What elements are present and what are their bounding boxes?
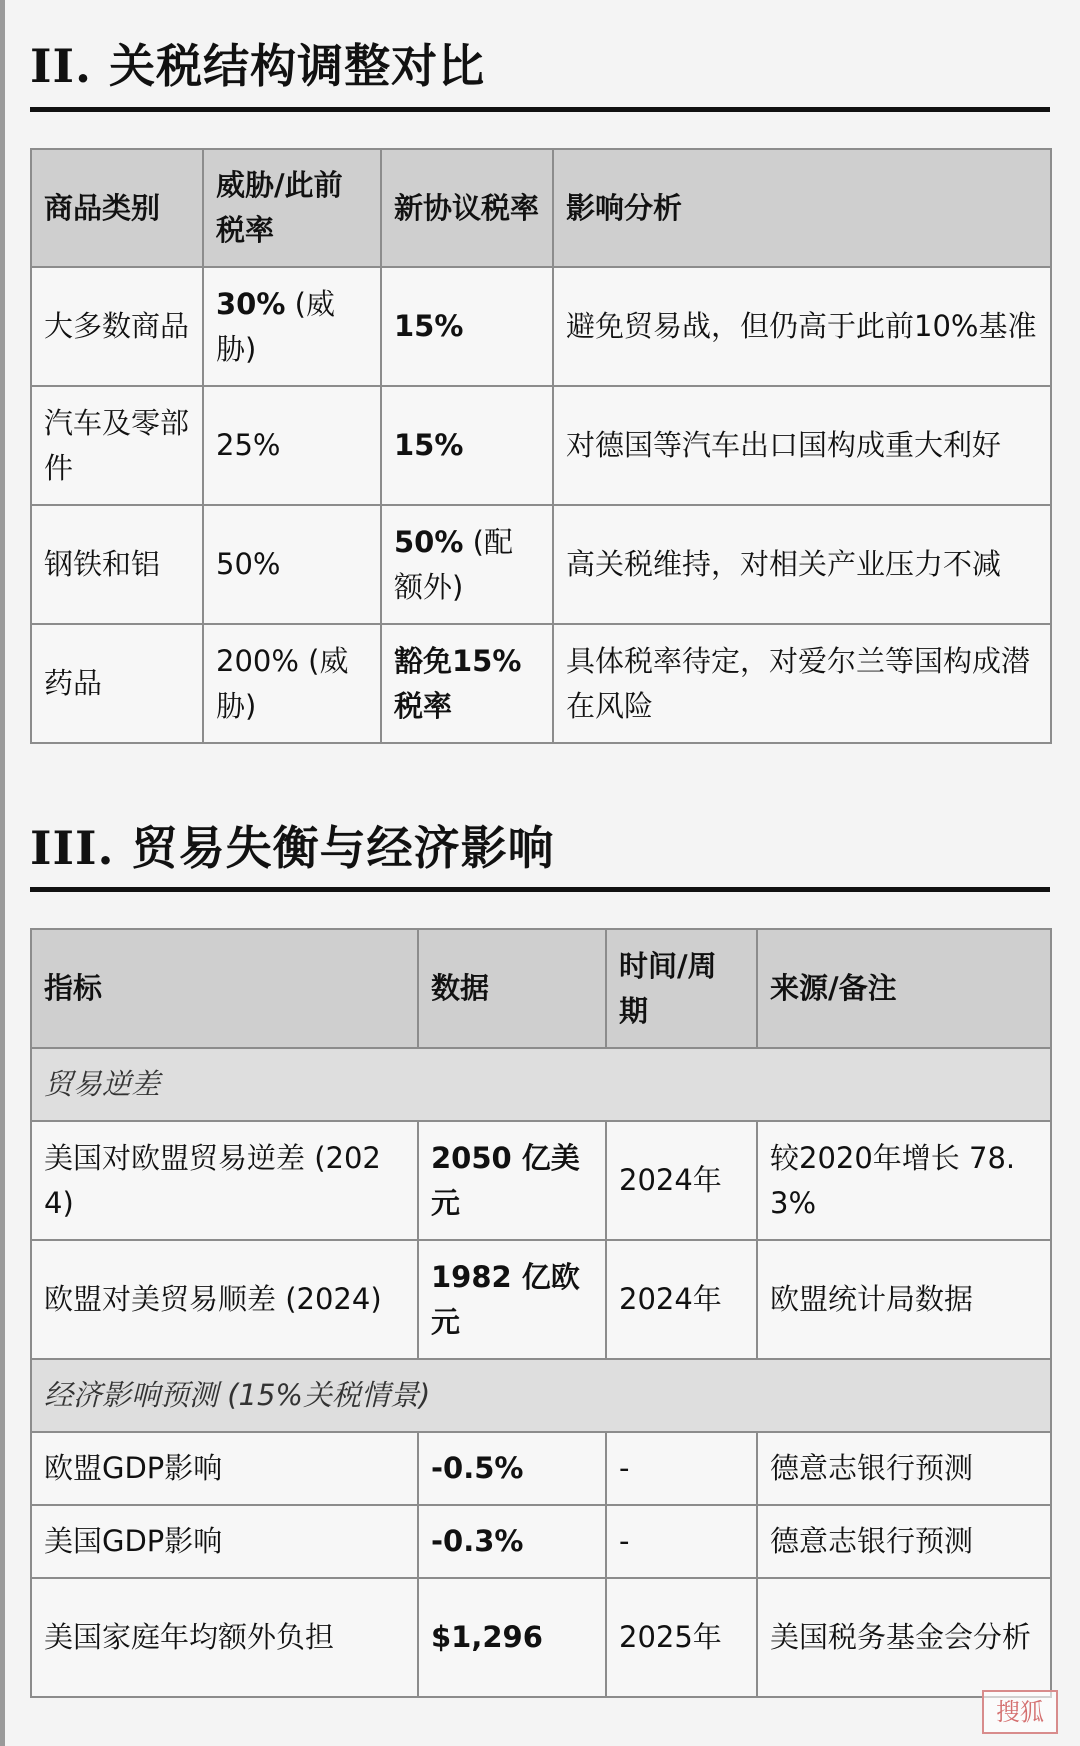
table-row [31,386,1051,505]
old-rate-cell: 200% (威胁) [203,624,381,743]
value-cell: 1982 亿欧元 [418,1240,606,1359]
group-row [31,1048,1051,1121]
period-cell: 2025年 [606,1578,757,1697]
table-row [31,1432,1051,1505]
period-cell: 2024年 [606,1121,757,1240]
value-cell: $1,296 [418,1578,606,1697]
old-rate-cell: 25% [203,386,381,505]
indicator-cell: 欧盟对美贸易顺差 (2024) [31,1240,418,1359]
trade-table-header-row [31,929,1051,1048]
section-3-heading [30,812,555,878]
old-rate-cell: 50% [203,505,381,624]
note-cell: 欧盟统计局数据 [757,1240,1051,1359]
value-cell: -0.3% [418,1505,606,1578]
period-cell: 2024年 [606,1240,757,1359]
analysis-cell: 避免贸易战，但仍高于此前10%基准 [553,267,1051,386]
section-3-title: 贸易失衡与经济影响 [131,821,555,875]
category-cell: 药品 [31,624,203,743]
header-analysis: 影响分析 [553,149,1051,267]
value-cell: 2050 亿美元 [418,1121,606,1240]
tariff-table [30,148,1052,744]
new-rate-cell: 15% [381,267,553,386]
section-2-title: 关税结构调整对比 [109,39,486,93]
table-row [31,505,1051,624]
new-rate-cell: 豁免15%税率 [381,624,553,743]
analysis-cell: 对德国等汽车出口国构成重大利好 [553,386,1051,505]
watermark-logo: 搜狐 [982,1690,1058,1734]
note-cell: 美国税务基金会分析 [757,1578,1051,1697]
header-category: 商品类别 [31,149,203,267]
indicator-cell: 美国对欧盟贸易逆差 (2024) [31,1121,418,1240]
indicator-cell: 欧盟GDP影响 [31,1432,418,1505]
analysis-cell: 高关税维持，对相关产业压力不减 [553,505,1051,624]
section-2-number: II. [30,39,93,93]
table-row [31,1505,1051,1578]
table-row [31,1240,1051,1359]
category-cell: 钢铁和铝 [31,505,203,624]
header-old-rate: 威胁/此前税率 [203,149,381,267]
note-cell: 较2020年增长 78.3% [757,1121,1051,1240]
period-cell: - [606,1505,757,1578]
analysis-cell: 具体税率待定，对爱尔兰等国构成潜在风险 [553,624,1051,743]
category-cell: 汽车及零部件 [31,386,203,505]
category-cell: 大多数商品 [31,267,203,386]
header-source: 来源/备注 [757,929,1051,1048]
note-cell: 德意志银行预测 [757,1505,1051,1578]
new-rate-cell: 50% (配额外) [381,505,553,624]
note-cell: 德意志银行预测 [757,1432,1051,1505]
section-3-rule [30,887,1050,892]
table-row [31,267,1051,386]
table-row [31,1121,1051,1240]
trade-impact-table [30,928,1052,1698]
table-row [31,1578,1051,1697]
group-row [31,1359,1051,1432]
header-value: 数据 [418,929,606,1048]
indicator-cell: 美国GDP影响 [31,1505,418,1578]
header-indicator: 指标 [31,929,418,1048]
left-edge-line [0,0,5,1746]
header-new-rate: 新协议税率 [381,149,553,267]
value-cell: -0.5% [418,1432,606,1505]
header-period: 时间/周期 [606,929,757,1048]
old-rate-cell: 30% (威胁) [203,267,381,386]
section-3-number: III. [30,821,115,875]
new-rate-cell: 15% [381,386,553,505]
period-cell: - [606,1432,757,1505]
group-label: 经济影响预测 (15%关税情景) [31,1359,1051,1432]
indicator-cell: 美国家庭年均额外负担 [31,1578,418,1697]
tariff-table-header-row [31,149,1051,267]
group-label: 贸易逆差 [31,1048,1051,1121]
section-2-heading [30,30,485,96]
table-row [31,624,1051,743]
section-2-rule [30,107,1050,112]
